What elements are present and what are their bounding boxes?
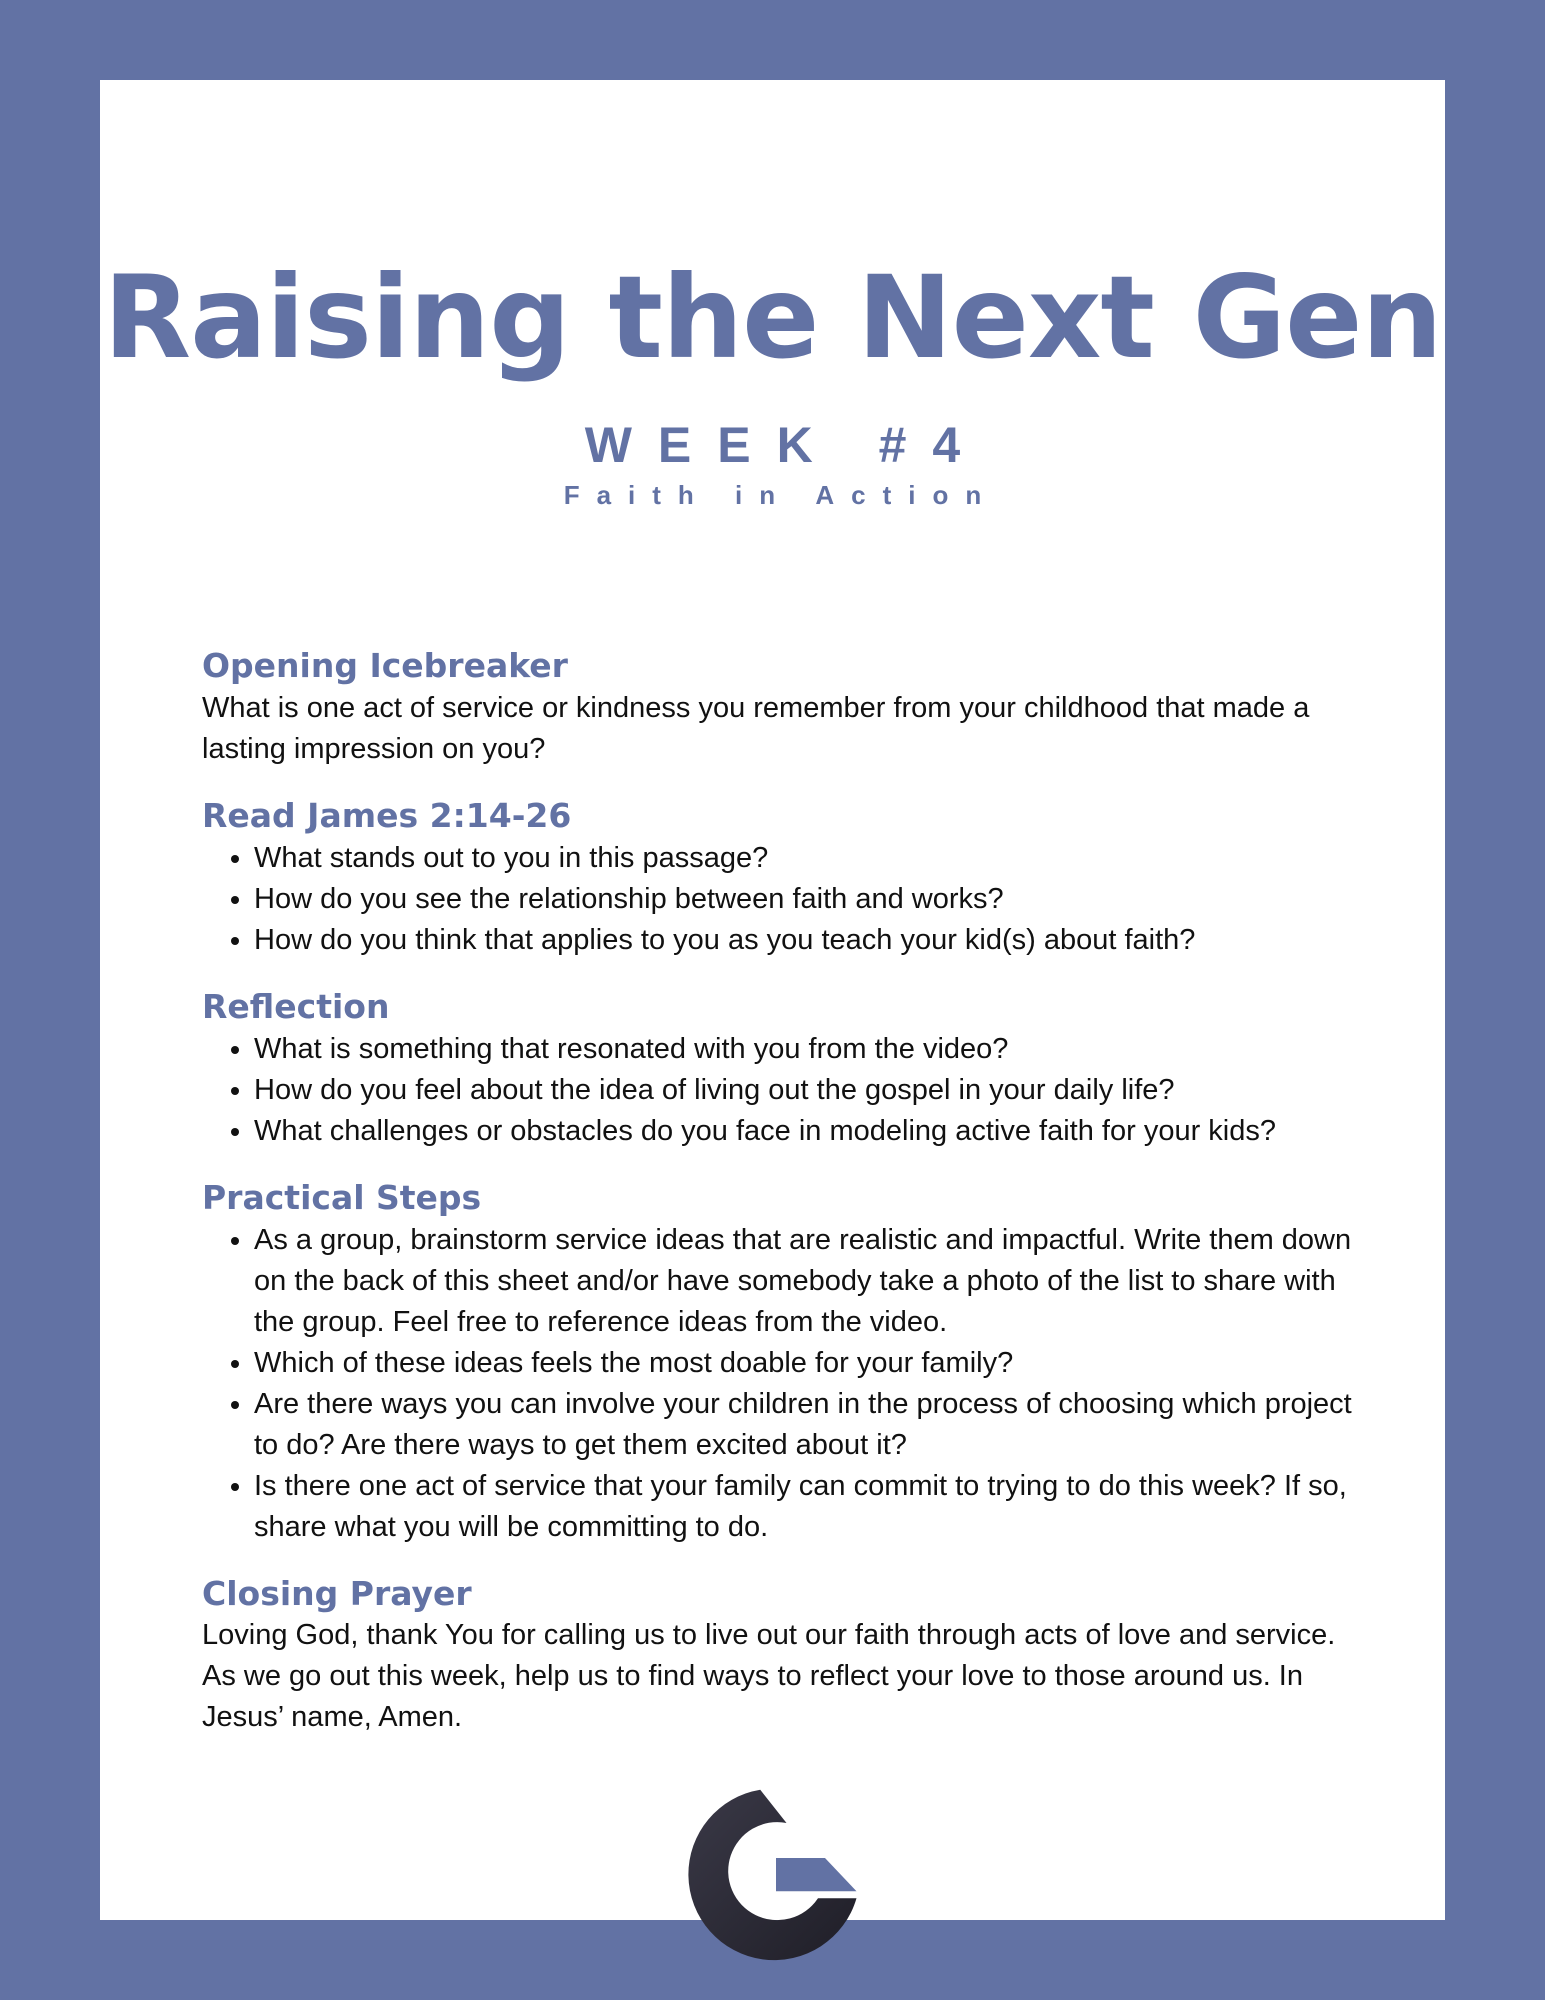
section-heading: Opening Icebreaker xyxy=(202,646,568,685)
week-label: WEEK #4 xyxy=(584,417,987,473)
list-item: • Are there ways you can involve your children in the process of choosing which project to do? Are there ways to get them excited about it? xyxy=(254,1384,1352,1466)
discussion-content xyxy=(202,645,1352,1763)
week-subtitle: Faith in Action xyxy=(563,480,999,510)
list-item: • How do you think that applies to you as you teach your kid(s) about faith? xyxy=(254,920,1352,961)
list-item: • What challenges or obstacles do you face in modeling active faith for your kids? xyxy=(254,1111,1352,1152)
list-item: • What is something that resonated with you from the video? xyxy=(254,1029,1352,1070)
section-heading: Reflection xyxy=(202,986,390,1026)
question-list xyxy=(202,1220,1352,1548)
question-list xyxy=(202,1029,1352,1152)
list-item: • How do you feel about the idea of living out the gospel in your daily life? xyxy=(254,1070,1352,1111)
section-read-james xyxy=(202,795,1352,961)
list-item: • Which of these ideas feels the most doable for your family? xyxy=(254,1343,1352,1384)
section-opening-icebreaker xyxy=(202,645,1352,770)
section-paragraph: Loving God, thank You for calling us to live out our faith through acts of love and service. As we go out this week, help us to find ways to reflect your love to those around us. In Jesus’ name, Amen. xyxy=(202,1619,1336,1734)
page-title: Raising the Next Gen xyxy=(103,251,1442,384)
section-heading: Practical Steps xyxy=(202,1177,482,1217)
section-practical-steps xyxy=(202,1177,1352,1548)
list-item: • What stands out to you in this passage? xyxy=(254,838,1352,879)
section-heading: Read James 2:14-26 xyxy=(202,795,572,835)
section-heading: Closing Prayer xyxy=(202,1573,472,1613)
question-list xyxy=(202,838,1352,961)
section-closing-prayer xyxy=(202,1573,1352,1739)
list-item: • How do you see the relationship between faith and works? xyxy=(254,879,1352,920)
list-item: • Is there one act of service that your family can commit to trying to do this week? If so, share what you will be committing to do. xyxy=(254,1466,1352,1548)
worksheet-page xyxy=(100,80,1445,1920)
section-paragraph: What is one act of service or kindness you remember from your childhood that made a lasting impression on you? xyxy=(202,691,1310,765)
list-item: • As a group, brainstorm service ideas that are realistic and impactful. Write them down on the back of this sheet and/or have somebody take a photo of the list to share with the group. Feel free to reference ideas from the video. xyxy=(254,1220,1352,1343)
section-reflection xyxy=(202,986,1352,1152)
g-logo-icon xyxy=(685,1788,860,1963)
